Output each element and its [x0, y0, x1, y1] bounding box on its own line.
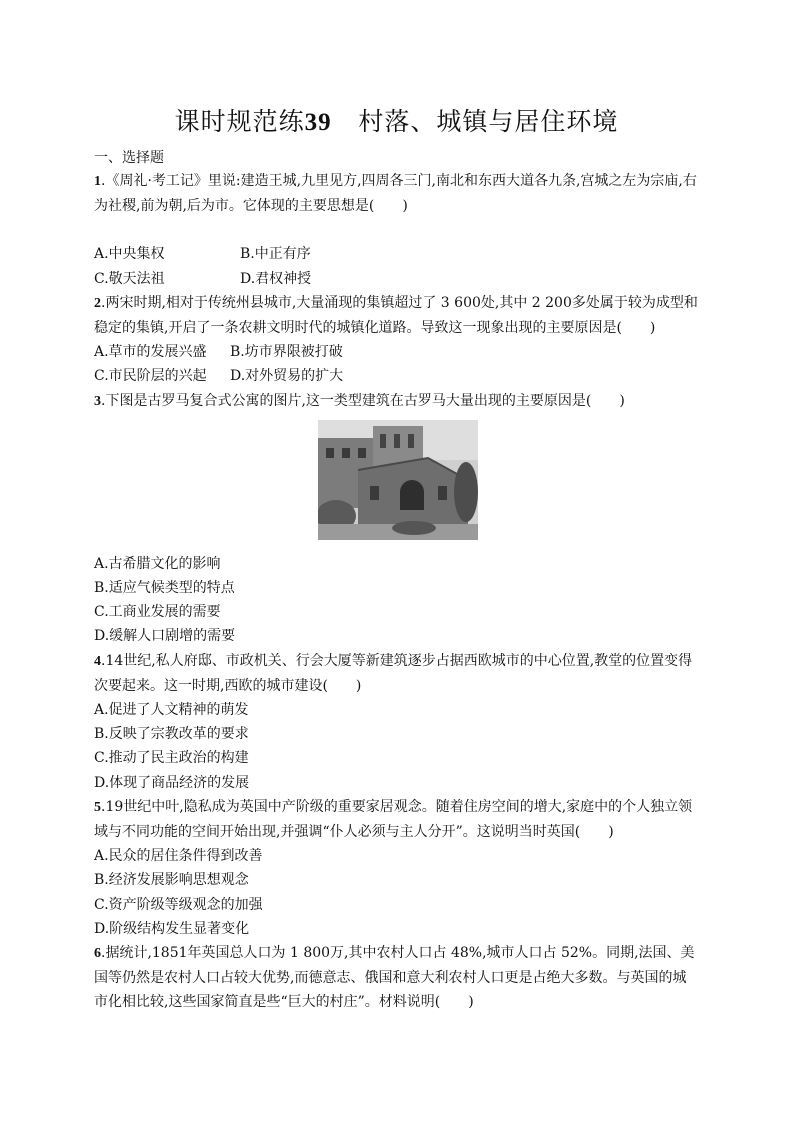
option-c[interactable]: C.工商业发展的需要 — [94, 604, 221, 621]
options-4 — [94, 698, 698, 795]
title-part1: 课时规范练 — [174, 107, 305, 136]
page-title — [0, 102, 793, 138]
option-a[interactable]: A.草市的发展兴盛 — [94, 344, 207, 361]
option-b[interactable]: B.适应气候类型的特点 — [94, 580, 235, 597]
question-text: .19世纪中叶,隐私成为英国中产阶级的重要家居观念。随着住房空间的增大,家庭中的个人独立领域与不同功能的空间开始出现,并强调“仆人必须与主人分开”。这说明当时英国( ) — [94, 798, 693, 841]
option-d[interactable]: D.对外贸易的扩大 — [230, 368, 344, 385]
option-a[interactable]: A.促进了人文精神的萌发 — [94, 702, 249, 719]
section-heading: 一、选择题 — [94, 150, 164, 166]
option-d[interactable]: D.君权神授 — [240, 270, 312, 287]
question-text: .据统计,1851年英国总人口为 1 800万,其中农村人口占 48%,城市人口占 52%。同期,法国、美国等仍然是农村人口占较大优势,而德意志、俄国和意大利农村人口更是占绝大多数。与英国的城市化相比较,这些国家简直是些“巨大的村庄”。材料说明( ) — [94, 945, 695, 1011]
options-3 — [94, 552, 698, 649]
title-number: 39 — [304, 109, 332, 136]
options-2 — [94, 340, 698, 388]
option-d[interactable]: D.体现了商品经济的发展 — [94, 774, 250, 791]
option-a[interactable]: A.中央集权 — [94, 246, 165, 263]
question-number: 5 — [94, 799, 101, 815]
figure-area — [94, 414, 698, 552]
question-text: .14世纪,私人府邸、市政机关、行会大厦等新建筑逐步占据西欧城市的中心位置,教堂的位置变得次要起来。这一时期,西欧的城市建设( ) — [94, 652, 693, 694]
question-text: .两宋时期,相对于传统州县城市,大量涌现的集镇超过了 3 600处,其中 2 200多处属于较为成型和稳定的集镇,开启了一条农耕文明时代的城镇化道路。导致这一现象出现的主要原因是( ) — [94, 294, 698, 337]
option-b[interactable]: B.中正有序 — [240, 246, 311, 263]
question-4 — [94, 649, 698, 698]
title-part2: 村落、城镇与居住环境 — [358, 107, 619, 136]
question-5 — [94, 795, 698, 844]
question-number: 4 — [94, 653, 101, 669]
option-c[interactable]: C.资产阶级等级观念的加强 — [94, 896, 263, 913]
option-d[interactable]: D.缓解人口剧增的需要 — [94, 628, 236, 645]
option-b[interactable]: B.经济发展影响思想观念 — [94, 872, 249, 889]
question-number: 6 — [94, 946, 101, 962]
question-6 — [94, 941, 698, 1015]
option-b[interactable]: B.坊市界限被打破 — [230, 344, 343, 361]
question-number: 1 — [94, 174, 101, 189]
option-a[interactable]: A.古希腊文化的影响 — [94, 555, 221, 572]
options-5 — [94, 844, 698, 941]
question-number: 2 — [94, 295, 101, 311]
question-text: .下图是古罗马复合式公寓的图片,这一类型建筑在古罗马大量出现的主要原因是( ) — [101, 392, 625, 409]
option-c[interactable]: C.市民阶层的兴起 — [94, 368, 207, 385]
option-d[interactable]: D.阶级结构发生显著变化 — [94, 920, 250, 937]
question-3 — [94, 389, 698, 414]
option-c[interactable]: C.推动了民主政治的构建 — [94, 750, 249, 767]
question-text: .《周礼·考工记》里说:建造王城,九里见方,四周各三门,南北和东西大道各九条,宫城之左为宗庙,右为社稷,前为朝,后为市。它体现的主要思想是( ) — [94, 173, 697, 215]
question-1 — [94, 169, 698, 218]
question-list — [94, 169, 698, 1015]
options-1 — [94, 242, 698, 290]
question-number: 3 — [94, 393, 101, 409]
option-a[interactable]: A.民众的居住条件得到改善 — [94, 848, 263, 865]
question-2 — [94, 291, 698, 340]
option-b[interactable]: B.反映了宗教改革的要求 — [94, 726, 249, 743]
roman-apartment-photo — [318, 420, 478, 540]
option-c[interactable]: C.敬天法祖 — [94, 270, 165, 287]
